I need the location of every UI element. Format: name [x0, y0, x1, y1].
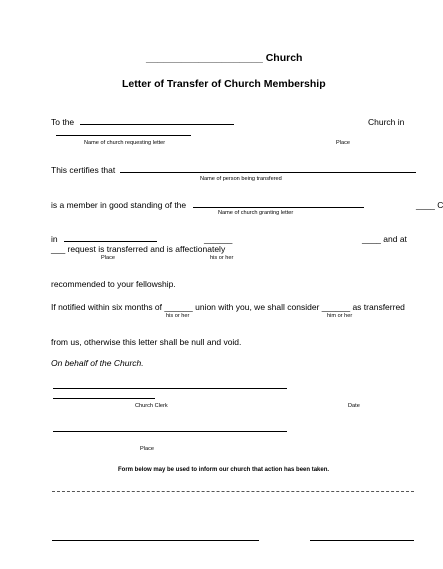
to-the-label: To the — [51, 117, 75, 127]
granting-church-field[interactable] — [193, 207, 364, 208]
caption-place-2: Place — [101, 255, 115, 261]
caption-church-clerk: Church Clerk — [135, 403, 168, 409]
member-standing-label: is a member in good standing of the — [51, 200, 187, 210]
requesting-church-field-2[interactable] — [56, 135, 191, 136]
place-signature-field[interactable] — [53, 431, 287, 432]
caption-his-or-her-2: his or her — [166, 313, 190, 319]
notified-text: If notified within six months of ______ union with you, we shall consider ______ as transferred — [51, 302, 405, 312]
trailing-blank-c: ____ C — [416, 200, 443, 210]
and-at-label: ____ and at — [362, 234, 407, 244]
signature-field[interactable] — [53, 388, 287, 389]
his-her-blank-1[interactable]: ______ — [204, 234, 233, 244]
caption-name-granting: Name of church granting letter — [218, 210, 294, 216]
caption-place-3: Place — [140, 446, 154, 452]
bottom-field-left[interactable] — [52, 540, 259, 541]
signature-field-2[interactable] — [53, 398, 155, 399]
from-us-text: from us, otherwise this letter shall be null and void. — [51, 337, 242, 347]
caption-place-1: Place — [336, 140, 350, 146]
page-title: Letter of Transfer of Church Membership — [122, 78, 326, 90]
caption-his-or-her-1: his or her — [210, 255, 234, 261]
request-transferred-text: ___ request is transferred and is affectionately — [51, 244, 226, 254]
church-in-label: Church in — [368, 117, 405, 127]
caption-name-person: Name of person being transfered — [200, 176, 282, 182]
person-name-field[interactable] — [120, 172, 416, 173]
bottom-field-right[interactable] — [310, 540, 414, 541]
caption-him-or-her: him or her — [327, 313, 353, 319]
in-label: in — [51, 234, 58, 244]
requesting-church-field[interactable] — [80, 124, 234, 125]
on-behalf-text: On behalf of the Church. — [51, 358, 144, 368]
form-below-note: Form below may be used to inform our church that action has been taken. — [118, 467, 330, 473]
church-name-heading: ____________________ Church — [146, 52, 303, 64]
place-field[interactable] — [64, 241, 157, 242]
cut-line-divider — [52, 491, 414, 492]
caption-name-requesting: Name of church requesting letter — [84, 140, 166, 146]
certifies-label: This certifies that — [51, 165, 116, 175]
caption-date: Date — [348, 403, 360, 409]
recommended-text: recommended to your fellowship. — [51, 279, 176, 289]
